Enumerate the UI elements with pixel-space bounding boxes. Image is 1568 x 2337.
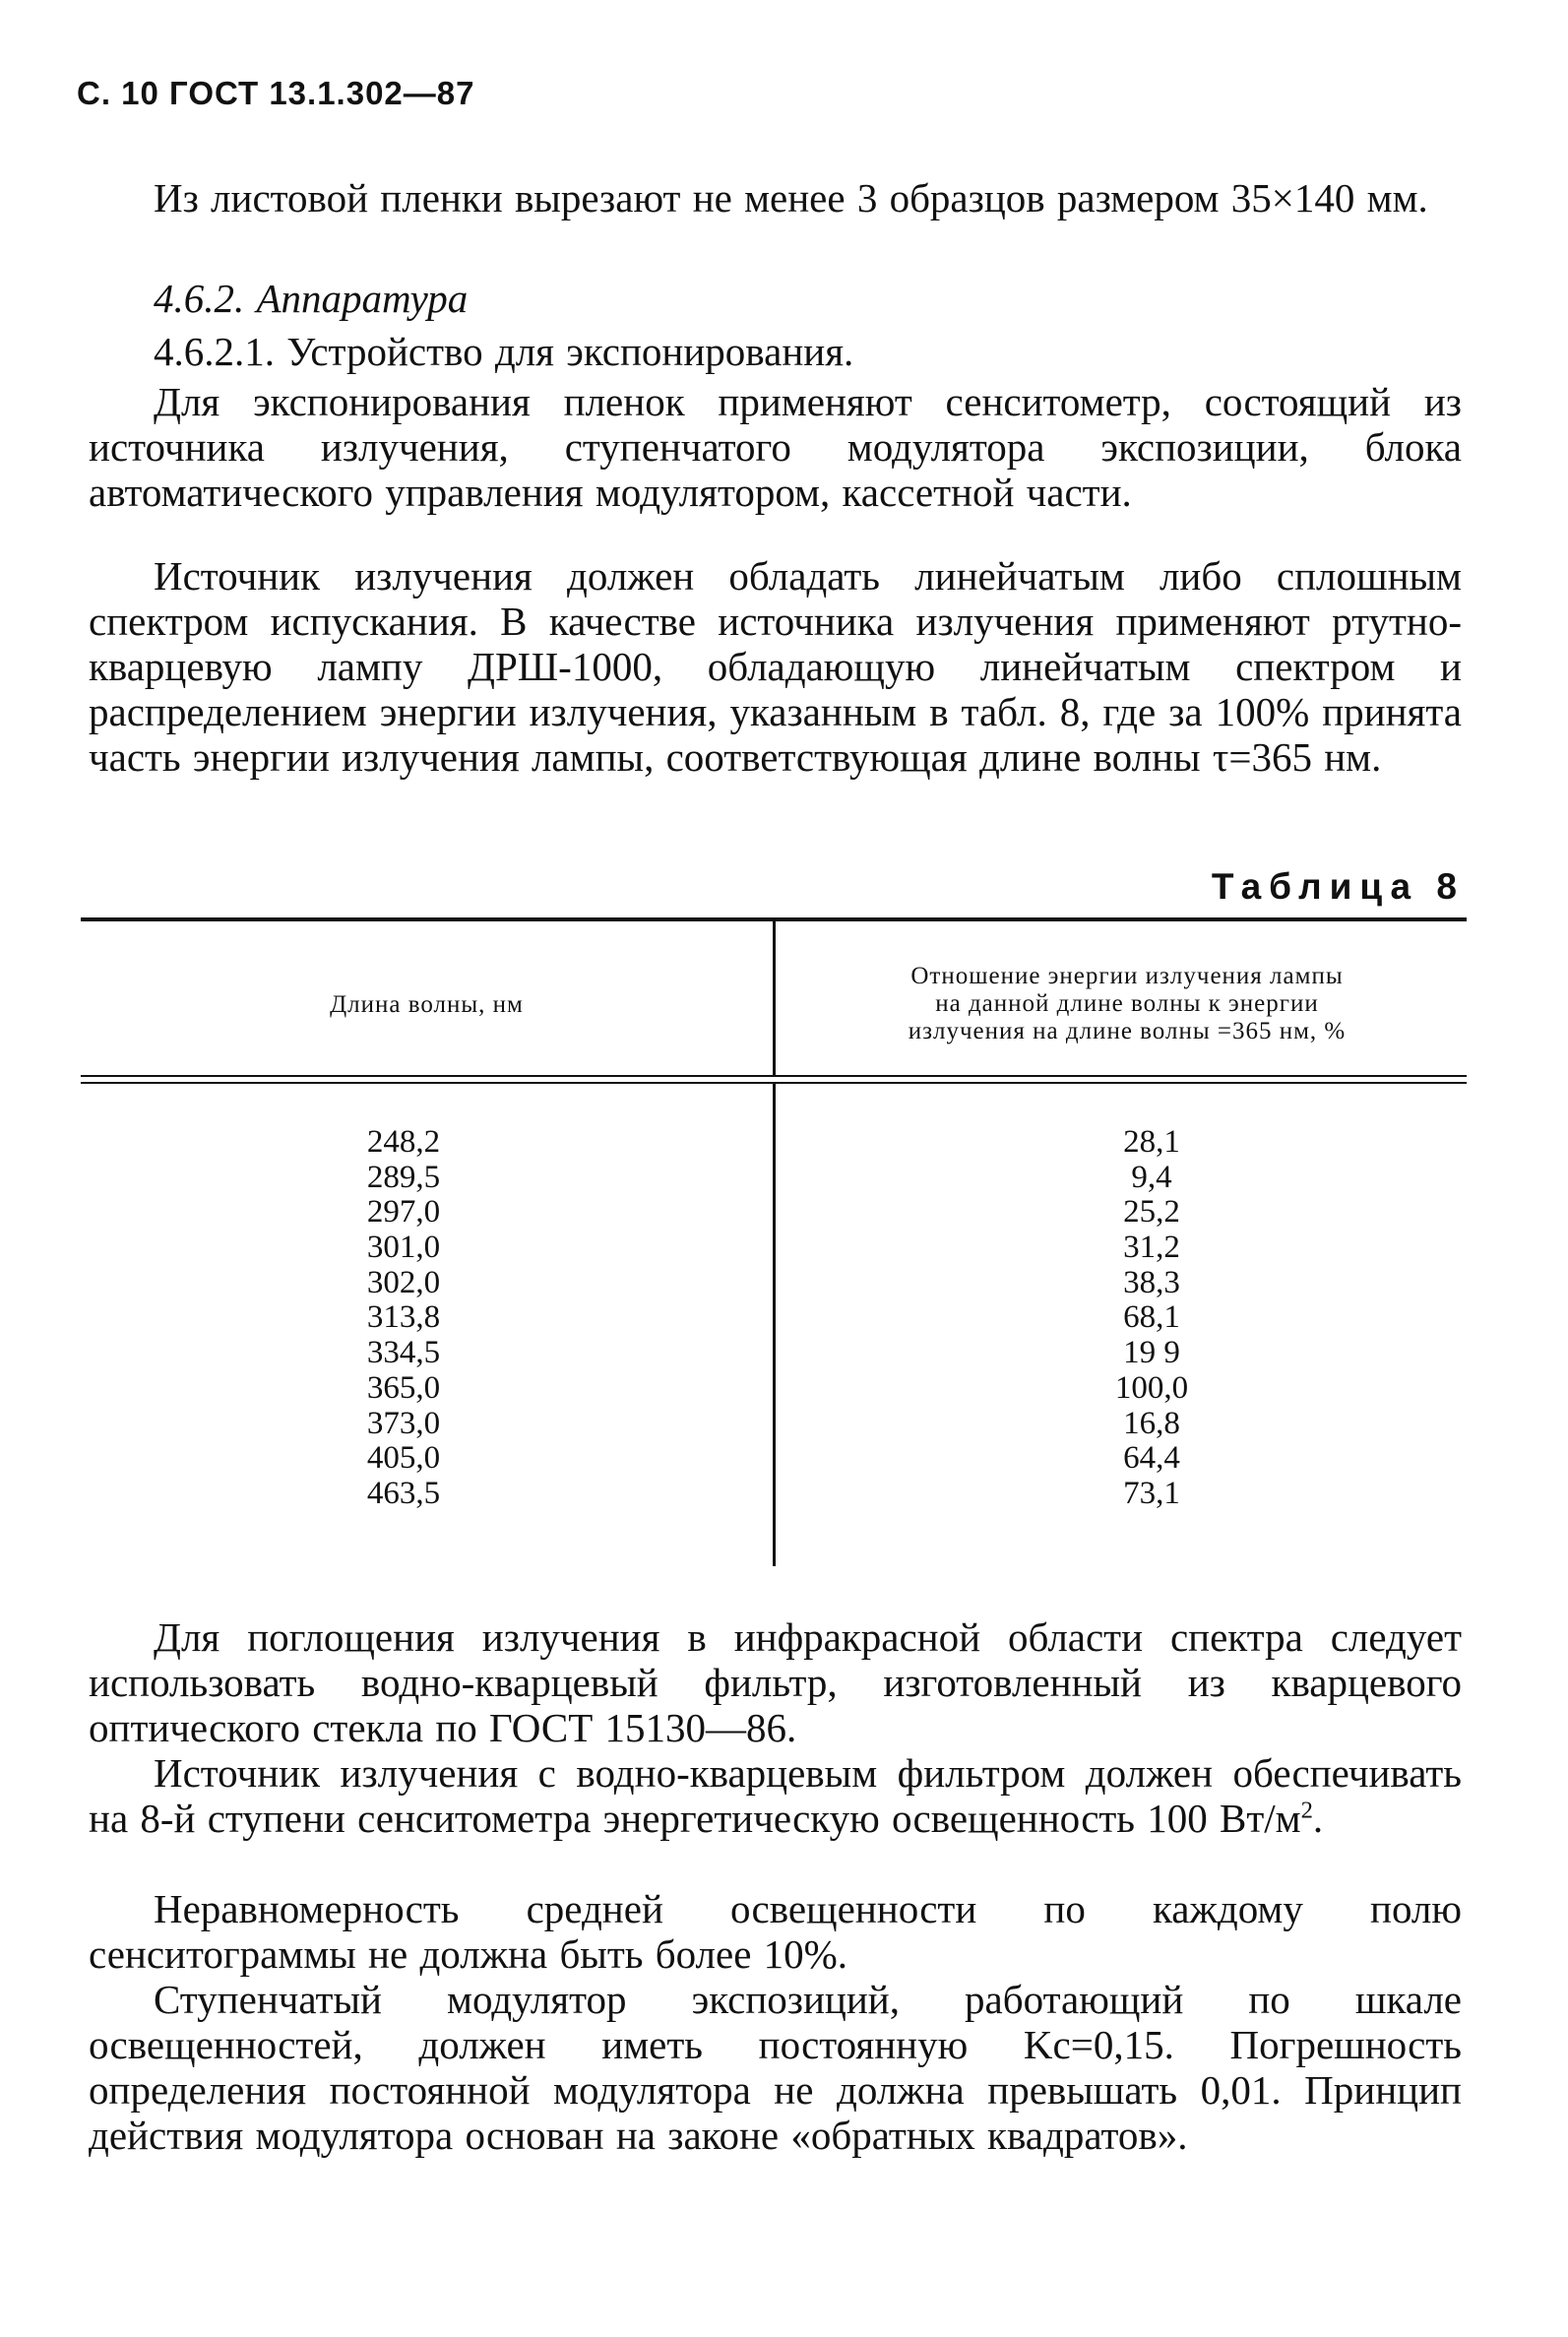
table-cell-ratio: 31,2 [1123, 1230, 1180, 1266]
table-header-ratio-line: излучения на длине волны =365 нм, % [908, 1018, 1347, 1044]
table-header-wavelength: Длина волны, нм [330, 991, 524, 1018]
subsection-heading-text: 4.6.2.1. Устройство для экспонирования. [154, 329, 854, 374]
table-cell-ratio: 16,8 [1123, 1405, 1180, 1441]
table-cell-ratio: 100,0 [1114, 1369, 1189, 1406]
table-column-wavelength [325, 1125, 482, 1512]
table-cell-wavelength: 313,8 [366, 1299, 441, 1336]
table-cell-wavelength: 248,2 [366, 1124, 441, 1160]
paragraph-irradiance [89, 1750, 1462, 1841]
table-title: Таблица 8 [1211, 866, 1465, 907]
page-header: С. 10 ГОСТ 13.1.302—87 [77, 75, 475, 111]
table-cell-wavelength: 301,0 [366, 1230, 441, 1266]
table-cell-wavelength: 334,5 [366, 1335, 441, 1371]
paragraph-text: Для поглощения излучения в инфракрасной области спектра следует использовать водно-кварцевый фильтр, изготовленный из кварцевого оптического стекла по ГОСТ 15130—86. [89, 1614, 1462, 1750]
table-cell-wavelength: 463,5 [366, 1475, 441, 1511]
table-column-ratio [1073, 1125, 1230, 1512]
paragraph-modulator [89, 1977, 1462, 2158]
table-body-divider [773, 1084, 776, 1566]
table-cell-ratio: 9,4 [1131, 1159, 1172, 1195]
table-cell-wavelength: 405,0 [366, 1440, 441, 1477]
paragraph-text: Из листовой пленки вырезают не менее 3 образцов размером 35×140 мм. [154, 175, 1428, 221]
table-cell-ratio: 68,1 [1123, 1299, 1180, 1336]
paragraph-ir-filter [89, 1614, 1462, 1750]
section-heading-text: 4.6.2. Аппаратура [154, 276, 469, 321]
paragraph-text: Источник излучения должен обладать линейчатым либо сплошным спектром испускания. В качестве источника излучения применяют ртутно-кварцевую лампу ДРШ-1000, обладающую линейчатым спектром и распределением энергии излучения, указанным в табл. 8, где за 100% принята часть энергии излучения лампы, соответствующая длине волны τ=365 нм. [89, 553, 1462, 780]
table-cell-wavelength: 289,5 [366, 1159, 441, 1195]
paragraph-text: Для экспонирования пленок применяют сенситометр, состоящий из источника излучения, ступенчатого модулятора экспозиции, блока автоматического управления модулятором, кассетной части. [89, 379, 1462, 515]
paragraph-text [89, 1750, 1462, 1841]
table-cell-ratio: 28,1 [1123, 1124, 1180, 1160]
superscript: 2 [1300, 1797, 1313, 1824]
table-cell-wavelength: 297,0 [366, 1194, 441, 1231]
table-header-ratio [787, 963, 1467, 1045]
table-header-ratio-line: на данной длине волны к энергии [935, 990, 1319, 1017]
paragraph-text: Ступенчатый модулятор экспозиций, работающий по шкале освещенностей, должен иметь постоянную Kс=0,15. Погрешность определения постоянной модулятора не должна превышать 0,01. Принцип действия модулятора основан на законе «обратных квадратов». [89, 1977, 1462, 2158]
table-header-divider [773, 921, 776, 1075]
paragraph-text-main: Источник излучения с водно-кварцевым фильтром должен обеспечивать на 8-й ступени сенситометра энергетическую освещенность 100 Вт/м [89, 1750, 1462, 1841]
paragraph-radiation-source [89, 553, 1462, 780]
table-header-ratio-line: Отношение энергии излучения лампы [910, 963, 1344, 989]
paragraph-samples [89, 175, 1462, 221]
subsection-heading [89, 329, 1462, 374]
paragraph-text: Неравномерность средней освещенности по каждому полю сенситограммы не должна быть более 10%. [89, 1886, 1462, 1977]
table-cell-ratio: 38,3 [1123, 1264, 1180, 1300]
paragraph-sensitometer [89, 379, 1462, 515]
table-cell-wavelength: 302,0 [366, 1264, 441, 1300]
table-cell-wavelength: 365,0 [366, 1369, 441, 1406]
paragraph-nonuniformity [89, 1886, 1462, 1977]
table-cell-wavelength: 373,0 [366, 1405, 441, 1441]
table-cell-ratio: 19 9 [1123, 1335, 1180, 1371]
section-heading-apparatus [89, 276, 1462, 321]
table-cell-ratio: 25,2 [1123, 1194, 1180, 1231]
paragraph-text-end: . [1312, 1796, 1324, 1841]
table-cell-ratio: 64,4 [1123, 1440, 1180, 1477]
table-header-rule-1 [81, 1075, 1467, 1077]
table-cell-ratio: 73,1 [1123, 1475, 1180, 1511]
